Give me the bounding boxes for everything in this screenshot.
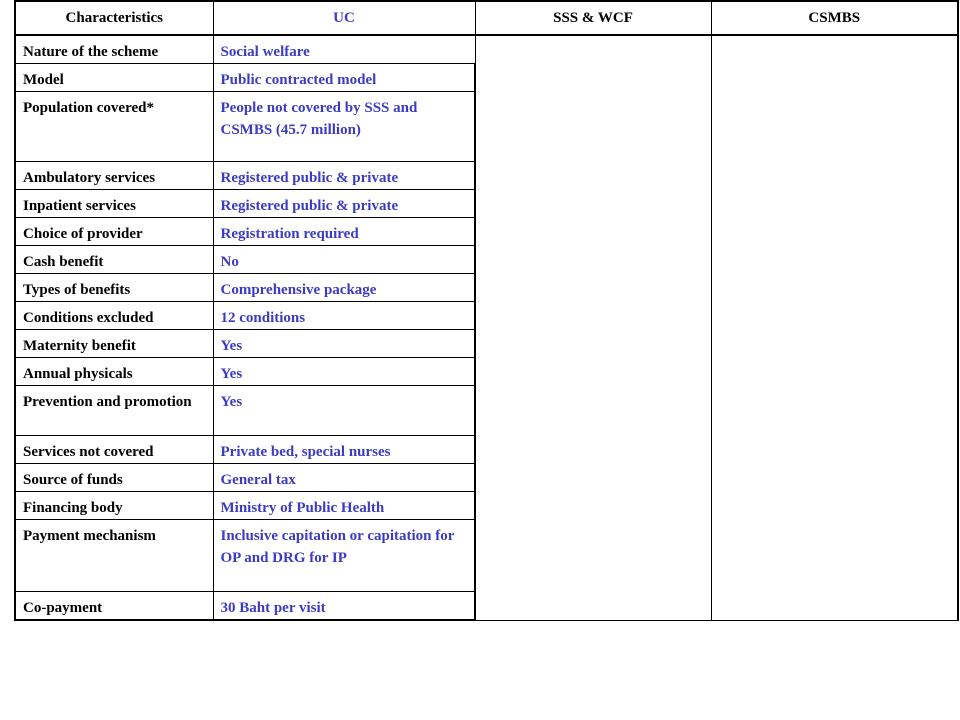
row-uc-value: Registration required (213, 218, 475, 246)
row-label: Inpatient services (15, 190, 213, 218)
row-uc-value: 30 Baht per visit (213, 592, 475, 621)
header-csmbs: CSMBS (711, 1, 958, 35)
table-row (15, 35, 958, 64)
row-label: Ambulatory services (15, 162, 213, 190)
row-label: Cash benefit (15, 246, 213, 274)
row-uc-value: No (213, 246, 475, 274)
row-label: Population covered* (15, 92, 213, 162)
row-uc-value: Yes (213, 330, 475, 358)
row-label: Model (15, 64, 213, 92)
csmbs-column-cell (711, 35, 958, 620)
header-characteristics: Characteristics (15, 1, 213, 35)
row-label: Financing body (15, 492, 213, 520)
row-uc-value: Registered public & private (213, 190, 475, 218)
comparison-table (14, 0, 959, 621)
header-uc: UC (213, 1, 475, 35)
row-label: Maternity benefit (15, 330, 213, 358)
header-sss-wcf: SSS & WCF (475, 1, 711, 35)
row-uc-value: Ministry of Public Health (213, 492, 475, 520)
row-label: Choice of provider (15, 218, 213, 246)
row-uc-value: General tax (213, 464, 475, 492)
row-uc-value: People not covered by SSS and CSMBS (45.7 million) (213, 92, 475, 162)
row-label: Annual physicals (15, 358, 213, 386)
row-uc-value: 12 conditions (213, 302, 475, 330)
row-uc-value: Comprehensive package (213, 274, 475, 302)
row-label: Prevention and promotion (15, 386, 213, 436)
row-uc-value: Social welfare (213, 35, 475, 64)
row-label: Services not covered (15, 436, 213, 464)
row-label: Payment mechanism (15, 520, 213, 592)
row-uc-value: Private bed, special nurses (213, 436, 475, 464)
row-uc-value: Public contracted model (213, 64, 475, 92)
header-row (15, 1, 958, 35)
row-label: Source of funds (15, 464, 213, 492)
row-label: Types of benefits (15, 274, 213, 302)
row-label: Co-payment (15, 592, 213, 621)
row-uc-value: Registered public & private (213, 162, 475, 190)
row-label: Nature of the scheme (15, 35, 213, 64)
row-uc-value: Yes (213, 386, 475, 436)
row-label: Conditions excluded (15, 302, 213, 330)
sss-wcf-column-cell (475, 35, 711, 620)
row-uc-value: Yes (213, 358, 475, 386)
row-uc-value: Inclusive capitation or capitation for OP and DRG for IP (213, 520, 475, 592)
